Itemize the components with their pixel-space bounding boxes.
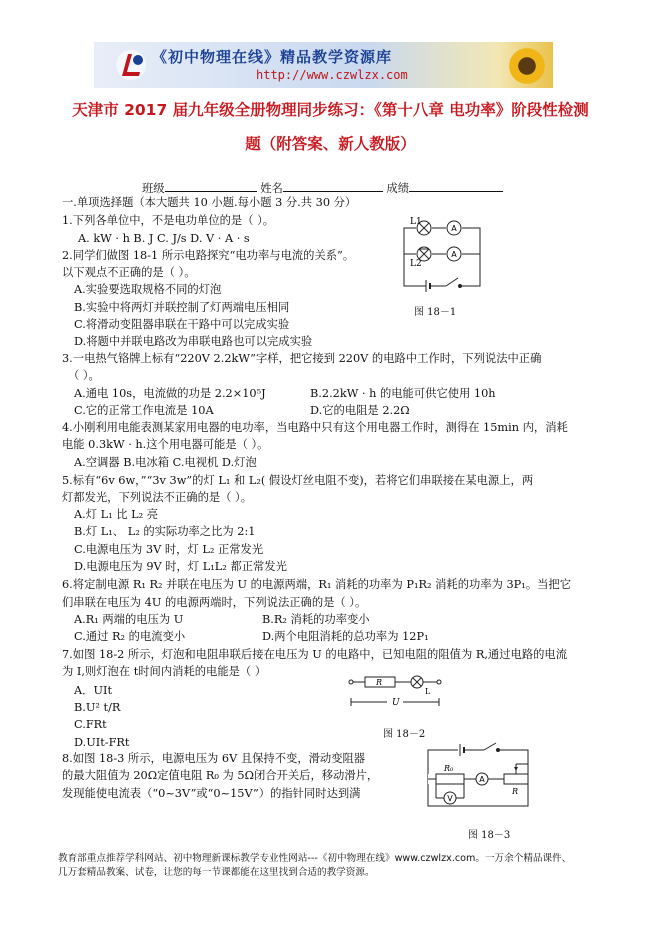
- q4-stem: 4.小刚利用电能表测某家用电器的电功率，当电路中只有这个用电器工作时，测得在 15min 内，消耗: [62, 421, 568, 434]
- q7-option-a: A．UIt: [74, 684, 112, 697]
- q2-option-c: C.将滑动变阻器串联在干路中可以完成实验: [74, 318, 290, 331]
- fig3-label-r0: R₀: [444, 764, 454, 773]
- q2-option-d: D.将题中并联电路改为串联电路也可以完成实验: [74, 335, 313, 348]
- q3-stem2: （ ）。: [68, 369, 100, 382]
- q6-option-d: D.两个电阻消耗的总功率为 12P₁: [262, 630, 429, 643]
- doc-title-line1: 天津市 2017 届九年级全册物理同步练习：《第十八章 电功率》阶段性检测: [72, 101, 589, 119]
- q6-option-c: C.通过 R₂ 的电流变小: [74, 630, 186, 643]
- q4-stem2: 电能 0.3kW · h.这个用电器可能是（ ）。: [62, 438, 269, 451]
- q5-option-a: A.灯 L₁ 比 L₂ 亮: [74, 508, 159, 521]
- q8-line2: 的最大阻值为 20Ω定值电阻 R₀ 为 5Ω闭合开关后，移动滑片，: [62, 769, 379, 782]
- fig1-label-l1: L1: [410, 217, 422, 227]
- q7-stem: 7.如图 18-2 所示，灯泡和电阻串联后接在电压为 U 的电路中，已知电阻的阻值为 R,通过电路的电流: [62, 648, 568, 661]
- q5-option-d: D.电源电压为 9V 时，灯 L₁L₂ 都正常发光: [74, 560, 287, 573]
- fig3-label-v: V: [447, 794, 453, 803]
- fig1-label-l2: L2: [410, 259, 422, 269]
- q6-option-b: B.R₂ 消耗的功率变小: [262, 613, 370, 626]
- q7-option-d: D.UIt-FRt: [74, 736, 130, 749]
- site-logo-icon: [114, 48, 148, 82]
- figure-18-3: [420, 740, 540, 820]
- q8-line1: 8.如图 18-3 所示，电源电压为 6V 且保持不变，滑动变阻器: [62, 752, 366, 765]
- q7-stem2: 为 I,则灯泡在 t时间内消耗的电能是（ ）: [62, 665, 267, 678]
- sunflower-image: [507, 46, 547, 86]
- resistor-r0-icon: [436, 774, 464, 784]
- page-footer: [58, 852, 618, 880]
- rheostat-icon: [504, 774, 528, 784]
- q8-line3: 发现能使电流表（“0~3V”或“0~15V”）的指针同时达到满: [62, 787, 361, 800]
- fig2-label-l: L: [425, 687, 431, 696]
- fig2-label-u: U: [392, 698, 400, 708]
- info-row: [142, 180, 503, 196]
- figure-18-1: [388, 214, 498, 294]
- fig1-caption: 图 18－1: [414, 307, 457, 318]
- doc-title-line2: 题（附答案、新人教版）: [245, 135, 416, 153]
- fig3-label-a: A: [479, 775, 485, 784]
- q5-option-c: C.电源电压为 3V 时，灯 L₂ 正常发光: [74, 543, 264, 556]
- score-label: 成绩: [386, 182, 410, 195]
- fig3-label-r: R: [512, 787, 519, 796]
- q3-option-c: C.它的正常工作电流是 10A: [74, 404, 214, 417]
- q2-option-a: A.实验要选取规格不同的灯泡: [74, 283, 222, 296]
- q7-option-c: C.FRt: [74, 718, 107, 731]
- site-banner: [94, 42, 553, 88]
- q5-stem2: 灯都发光，下列说法不正确的是（ ）。: [62, 491, 252, 504]
- name-label: 姓名: [260, 182, 283, 195]
- q6-option-a: A.R₁ 两端的电压为 U: [74, 613, 184, 626]
- q6-stem: 6.将定制电源 R₁ R₂ 并联在电压为 U 的电源两端，R₁ 消耗的功率为 P₁R₂ 消耗的功率为 3P₁。当把它: [62, 578, 572, 591]
- q6-stem2: 们串联在电压为 4U 的电源两端时，下列说法正确的是（ ）。: [62, 596, 367, 609]
- q5-option-b: B.灯 L₁、 L₂ 的实际功率之比为 2:1: [74, 525, 256, 538]
- q4-options: A.空调器 B.电冰箱 C.电视机 D.灯泡: [74, 456, 257, 469]
- figure-18-2: [345, 672, 450, 716]
- fig1-ammeter-symbol-2: A: [451, 250, 457, 259]
- q7-option-b: B.U² t/R: [74, 701, 121, 714]
- name-field[interactable]: [283, 180, 383, 192]
- q2-stem: 2.同学们做图 18-1 所示电路探究“电功率与电流的关系”。: [62, 249, 355, 262]
- q2-option-b: B.实验中将两灯并联控制了灯两端电压相同: [74, 301, 290, 314]
- fig1-ammeter-symbol: A: [451, 224, 457, 233]
- section-heading: 一.单项选择题（本大题共 10 小题.每小题 3 分.共 30 分）: [62, 196, 357, 209]
- q3-stem: 3.一电热气铬牌上标有“220V 2.2kW”字样，把它接到 220V 的电路中工作时，下列说法中正确: [62, 352, 542, 365]
- footer-line1: 教育部重点推荐学科网站、初中物理新课标教学专业性网站---《初中物理在线》www.czwlzx.com。一万余个精品课件、: [58, 853, 572, 864]
- q3-option-d: D.它的电阻是 2.2Ω: [310, 404, 410, 417]
- q1-options: A. kW · h B. J C. J/s D. V · A · s: [78, 232, 250, 245]
- class-label: 班级: [142, 182, 165, 195]
- banner-title: 《初中物理在线》精品教学资源库: [152, 48, 393, 66]
- class-field[interactable]: [165, 180, 257, 192]
- banner-url[interactable]: http://www.czwlzx.com: [256, 68, 408, 82]
- fig3-caption: 图 18－3: [468, 830, 511, 841]
- q3-option-b: B.2.2kW · h 的电能可供它使用 10h: [310, 387, 496, 400]
- fig2-label-r: R: [376, 678, 383, 687]
- score-field[interactable]: [409, 180, 503, 192]
- fig2-caption: 图 18－2: [383, 729, 426, 740]
- q1-stem: 1.下列各单位中，不是电功单位的是（ ）。: [62, 214, 275, 227]
- q3-option-a: A.通电 10s，电流做的功是 2.2×10⁵J: [74, 387, 266, 400]
- q5-stem: 5.标有“6v 6w，”“3v 3w”的灯 L₁ 和 L₂( 假设灯丝电阻不变)，若将它们串联接在某电源上，两: [62, 474, 534, 487]
- footer-line2: 几万套精品教案、试卷，让您的每一节课都能在这里找到合适的教学资源。: [58, 867, 375, 878]
- q2-stem2: 以下观点不正确的是（ ）。: [62, 266, 196, 279]
